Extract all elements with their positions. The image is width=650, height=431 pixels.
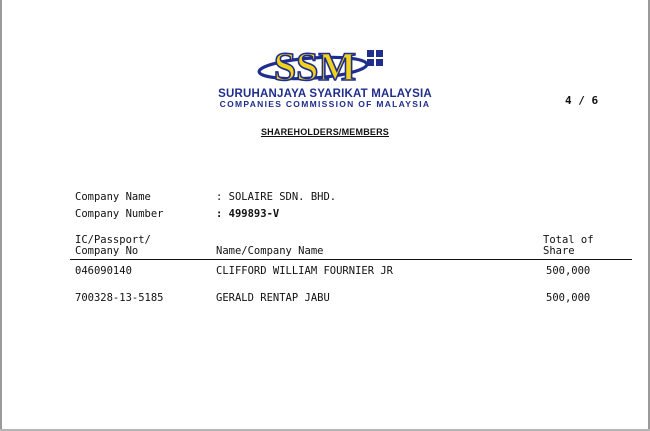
logo-mark-text: SSM	[273, 44, 357, 88]
row-name: CLIFFORD WILLIAM FOURNIER JR	[216, 265, 394, 277]
header-name: Name/Company Name	[216, 245, 324, 257]
window-border-left	[0, 0, 2, 431]
org-subtitle: COMPANIES COMMISSION OF MALAYSIA	[219, 99, 431, 109]
ssm-logo-icon	[255, 42, 395, 88]
row-share: 500,000	[546, 265, 591, 277]
company-number-value: : 499893-V	[216, 208, 280, 220]
row-name: GERALD RENTAP JABU	[216, 292, 330, 304]
org-name: SURUHANJAYA SYARIKAT MALAYSIA	[218, 88, 432, 100]
company-name-value: : SOLAIRE SDN. BHD.	[216, 191, 337, 203]
header-share-line2: Share	[543, 245, 575, 257]
row-share: 500,000	[546, 292, 591, 304]
row-id: 700328-13-5185	[75, 292, 164, 304]
section-title: SHAREHOLDERS/MEMBERS	[260, 127, 389, 137]
row-id: 046090140	[75, 265, 132, 277]
header-id-line1: IC/Passport/	[75, 234, 151, 246]
company-number-label: Company Number	[75, 208, 164, 220]
header-share-line1: Total of	[543, 234, 594, 246]
company-name-label: Company Name	[75, 191, 151, 203]
header-id-line2: Company No	[75, 245, 139, 257]
page-number: 4 / 6	[565, 94, 599, 107]
table-header-rule	[70, 259, 632, 260]
